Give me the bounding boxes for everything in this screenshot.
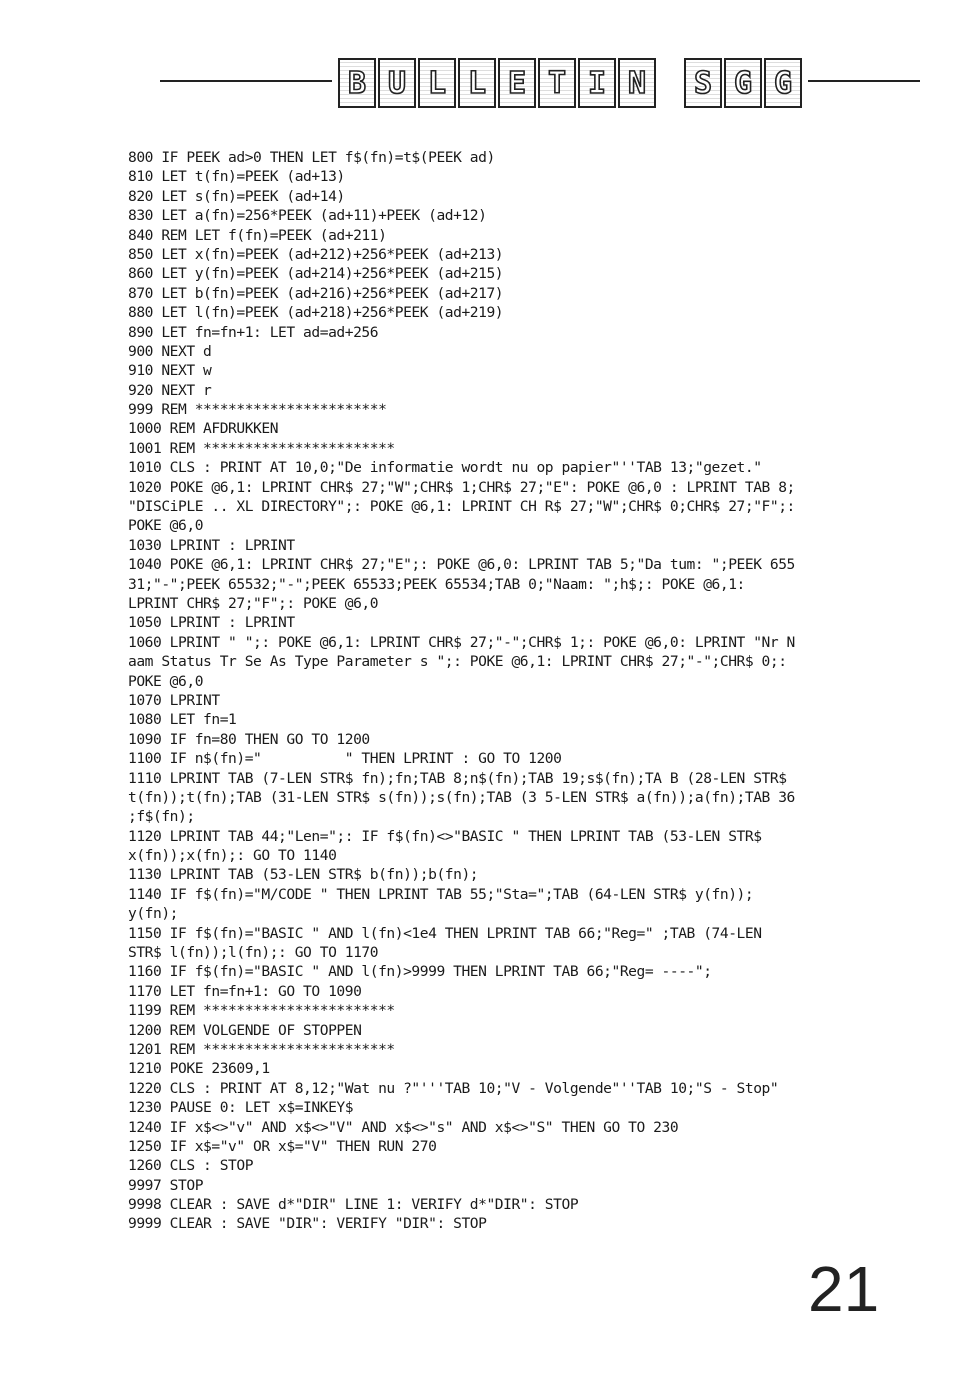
- title-letter: E: [498, 58, 536, 108]
- listing-line: 1110 LPRINT TAB (7-LEN STR$ fn);fn;TAB 8;n$(fn);TAB 19;s$(fn);TA B (28-LEN STR$: [128, 769, 787, 787]
- listing-line: 880 LET l(fn)=PEEK (ad+218)+256*PEEK (ad+219): [128, 304, 504, 322]
- listing-line: 800 IF PEEK ad>0 THEN LET f$(fn)=t$(PEEK ad): [128, 149, 495, 166]
- listing-line: 1100 IF n$(fn)=" " THEN LPRINT : GO TO 1200: [128, 750, 562, 768]
- header-title: [332, 58, 808, 112]
- listing-line: ;f$(fn);: [128, 808, 195, 826]
- listing-line: 1220 CLS : PRINT AT 8,12;"Wat nu ?"'''TAB 10;"V - Volgende"''TAB 10;"S - Stop": [128, 1079, 779, 1097]
- listing-line: 1230 PAUSE 0: LET x$=INKEY$: [128, 1099, 354, 1117]
- listing-line: 9997 STOP: [128, 1176, 204, 1194]
- listing-line: 9999 CLEAR : SAVE "DIR": VERIFY "DIR": STOP: [128, 1215, 487, 1233]
- title-letter: G: [724, 58, 762, 108]
- listing-line: 1001 REM ***********************: [128, 439, 395, 457]
- listing-line: 810 LET t(fn)=PEEK (ad+13): [128, 168, 345, 186]
- listing-line: 1010 CLS : PRINT AT 10,0;"De informatie wordt nu op papier"''TAB 13;"gezet.": [128, 459, 762, 477]
- listing-line: 1140 IF f$(fn)="M/CODE " THEN LPRINT TAB 55;"Sta=";TAB (64-LEN STR$ y(fn));: [128, 885, 754, 903]
- listing-line: 1260 CLS : STOP: [128, 1157, 254, 1175]
- listing-line: POKE @6,0: [128, 517, 204, 535]
- listing-line: 999 REM ***********************: [128, 401, 387, 419]
- listing-line: 1201 REM ***********************: [128, 1040, 395, 1058]
- bulletin-header: [160, 58, 920, 114]
- listing-line: STR$ l(fn));l(fn);: GO TO 1170: [128, 944, 379, 962]
- title-gap: [658, 58, 682, 112]
- listing-line: 1040 POKE @6,1: LPRINT CHR$ 27;"E";: POKE @6,0: LPRINT TAB 5;"Da tum: ";PEEK 655: [128, 556, 795, 574]
- basic-listing: [128, 148, 908, 1234]
- listing-line: 1080 LET fn=1: [128, 711, 237, 729]
- listing-line: 1060 LPRINT " ";: POKE @6,1: LPRINT CHR$ 27;"-";CHR$ 1;: POKE @6,0: LPRINT "Nr N: [128, 633, 795, 651]
- listing-line: 900 NEXT d: [128, 342, 212, 360]
- title-letter: L: [418, 58, 456, 108]
- listing-line: 1000 REM AFDRUKKEN: [128, 420, 279, 438]
- listing-line: 9998 CLEAR : SAVE d*"DIR" LINE 1: VERIFY d*"DIR": STOP: [128, 1196, 579, 1214]
- listing-line: 870 LET b(fn)=PEEK (ad+216)+256*PEEK (ad+217): [128, 284, 504, 302]
- listing-line: POKE @6,0: [128, 672, 204, 690]
- listing-line: 1070 LPRINT: [128, 691, 220, 709]
- title-letter: I: [578, 58, 616, 108]
- title-letter: L: [458, 58, 496, 108]
- listing-line: 850 LET x(fn)=PEEK (ad+212)+256*PEEK (ad+213): [128, 245, 504, 263]
- listing-line: 1090 IF fn=80 THEN GO TO 1200: [128, 730, 370, 748]
- title-letter: S: [684, 58, 722, 108]
- listing-line: 910 NEXT w: [128, 362, 212, 380]
- listing-line: LPRINT CHR$ 27;"F";: POKE @6,0: [128, 594, 379, 612]
- title-letter: U: [378, 58, 416, 108]
- listing-line: aam Status Tr Se As Type Parameter s ";: POKE @6,1: LPRINT CHR$ 27;"-";CHR$ 0;:: [128, 653, 787, 671]
- listing-line: 830 LET a(fn)=256*PEEK (ad+11)+PEEK (ad+12): [128, 207, 487, 225]
- listing-line: 1130 LPRINT TAB (53-LEN STR$ b(fn));b(fn);: [128, 866, 479, 884]
- listing-line: 1020 POKE @6,1: LPRINT CHR$ 27;"W";CHR$ 1;CHR$ 27;"E": POKE @6,0 : LPRINT TAB 8;: [128, 478, 795, 496]
- listing-line: 840 REM LET f(fn)=PEEK (ad+211): [128, 226, 387, 244]
- listing-line: y(fn);: [128, 905, 179, 923]
- listing-line: 890 LET fn=fn+1: LET ad=ad+256: [128, 323, 379, 341]
- listing-line: 1120 LPRINT TAB 44;"Len=";: IF f$(fn)<>"BASIC " THEN LPRINT TAB (53-LEN STR$: [128, 827, 762, 845]
- listing-line: 1250 IF x$="v" OR x$="V" THEN RUN 270: [128, 1137, 437, 1155]
- listing-line: "DISCiPLE .. XL DIRECTORY";: POKE @6,1: LPRINT CH R$ 27;"W";CHR$ 0;CHR$ 27;"F";:: [128, 498, 795, 516]
- title-letter: G: [764, 58, 802, 108]
- listing-line: 1240 IF x$<>"v" AND x$<>"V" AND x$<>"s" AND x$<>"S" THEN GO TO 230: [128, 1118, 679, 1136]
- listing-line: 1200 REM VOLGENDE OF STOPPEN: [128, 1021, 362, 1039]
- listing-line: 31;"-";PEEK 65532;"-";PEEK 65533;PEEK 65534;TAB 0;"Naam: ";h$;: POKE @6,1:: [128, 575, 745, 593]
- title-letter: B: [338, 58, 376, 108]
- listing-line: 920 NEXT r: [128, 381, 212, 399]
- listing-line: 860 LET y(fn)=PEEK (ad+214)+256*PEEK (ad+215): [128, 265, 504, 283]
- listing-line: x(fn));x(fn);: GO TO 1140: [128, 847, 337, 865]
- listing-line: 1170 LET fn=fn+1: GO TO 1090: [128, 982, 362, 1000]
- listing-line: 1160 IF f$(fn)="BASIC " AND l(fn)>9999 THEN LPRINT TAB 66;"Reg= ----";: [128, 963, 712, 981]
- listing-line: 1199 REM ***********************: [128, 1002, 395, 1020]
- listing-line: 1150 IF f$(fn)="BASIC " AND l(fn)<1e4 THEN LPRINT TAB 66;"Reg=" ;TAB (74-LEN: [128, 924, 762, 942]
- listing-line: t(fn));t(fn);TAB (31-LEN STR$ s(fn));s(fn);TAB (3 5-LEN STR$ a(fn));a(fn);TAB 36: [128, 788, 795, 806]
- title-letter: T: [538, 58, 576, 108]
- listing-line: 1030 LPRINT : LPRINT: [128, 536, 295, 554]
- title-letter: N: [618, 58, 656, 108]
- page-number: 21: [808, 1253, 880, 1325]
- listing-line: 1050 LPRINT : LPRINT: [128, 614, 295, 632]
- listing-line: 820 LET s(fn)=PEEK (ad+14): [128, 187, 345, 205]
- listing-line: 1210 POKE 23609,1: [128, 1060, 270, 1078]
